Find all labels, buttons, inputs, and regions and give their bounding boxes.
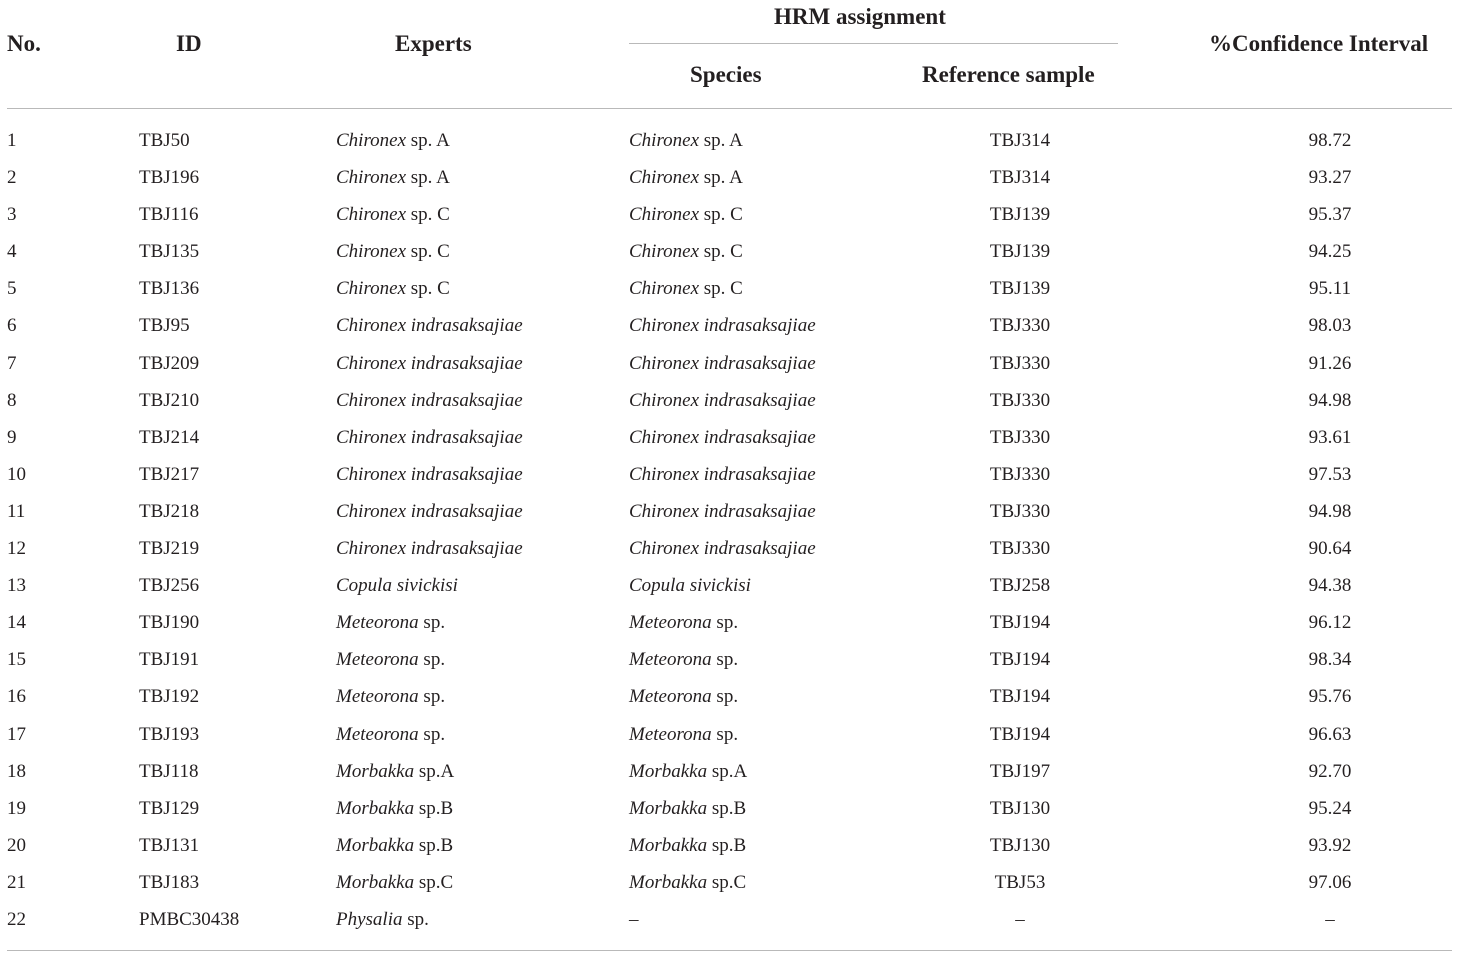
cell-reference-sample: – xyxy=(1015,908,1025,930)
cell-id: TBJ116 xyxy=(139,204,199,226)
cell-experts xyxy=(336,353,523,375)
table-row xyxy=(0,420,1460,457)
experts-qualifier: sp. A xyxy=(406,167,450,189)
species-taxon: Morbakka xyxy=(629,760,708,782)
experts-taxon: Morbakka xyxy=(336,871,415,893)
cell-confidence-interval: 95.24 xyxy=(1308,797,1352,819)
cell-confidence-interval: 93.92 xyxy=(1308,834,1352,856)
table-row xyxy=(0,494,1460,531)
species-taxon: Chironex indrasaksajiae xyxy=(629,500,816,522)
cell-confidence-interval: 90.64 xyxy=(1308,538,1352,560)
cell-id: TBJ129 xyxy=(139,797,200,819)
table-row xyxy=(0,865,1460,902)
species-taxon: Chironex indrasaksajiae xyxy=(629,389,816,411)
species-qualifier: sp. xyxy=(711,723,739,745)
cell-reference-sample: TBJ53 xyxy=(994,871,1046,893)
species-qualifier: sp. A xyxy=(699,130,743,151)
cell-id: TBJ131 xyxy=(139,834,200,856)
cell-experts xyxy=(336,835,453,857)
cell-confidence-interval: 96.12 xyxy=(1308,612,1352,634)
cell-experts xyxy=(336,501,523,523)
cell-id: TBJ192 xyxy=(139,686,200,708)
species-qualifier: sp.C xyxy=(707,871,747,893)
cell-experts xyxy=(336,130,450,152)
cell-id: TBJ214 xyxy=(139,426,200,448)
cell-species xyxy=(629,204,743,226)
cell-species xyxy=(629,167,743,189)
species-qualifier: sp. xyxy=(711,649,739,671)
hrm-group-divider xyxy=(629,43,1118,44)
cell-confidence-interval: 94.98 xyxy=(1308,389,1352,411)
experts-taxon: Chironex xyxy=(336,278,407,300)
cell-confidence-interval: 96.63 xyxy=(1308,723,1352,745)
cell-no: 16 xyxy=(7,686,26,708)
header-bottom-rule xyxy=(7,108,1452,109)
cell-no: 11 xyxy=(7,500,26,522)
cell-reference-sample: TBJ330 xyxy=(989,500,1051,522)
cell-reference-sample: TBJ330 xyxy=(989,538,1051,560)
cell-species xyxy=(629,353,816,375)
cell-species xyxy=(629,464,816,486)
cell-id: TBJ136 xyxy=(139,278,200,300)
table-row xyxy=(0,160,1460,197)
cell-experts xyxy=(336,538,523,560)
cell-no: 7 xyxy=(7,352,17,374)
experts-taxon: Chironex xyxy=(336,204,407,226)
experts-taxon: Meteorona xyxy=(336,649,419,671)
cell-reference-sample: TBJ130 xyxy=(989,834,1051,856)
cell-experts xyxy=(336,390,523,412)
experts-taxon: Morbakka xyxy=(336,797,415,819)
species-taxon: Chironex indrasaksajiae xyxy=(629,426,816,448)
cell-confidence-interval: 95.11 xyxy=(1308,278,1352,300)
cell-confidence-interval: – xyxy=(1325,908,1335,930)
experts-qualifier: sp. xyxy=(418,723,446,745)
cell-no: 5 xyxy=(7,278,17,300)
cell-reference-sample: TBJ194 xyxy=(989,686,1051,708)
species-taxon: Meteorona xyxy=(629,686,712,708)
table-row xyxy=(0,271,1460,308)
cell-reference-sample: TBJ194 xyxy=(989,612,1051,634)
cell-no: 2 xyxy=(7,167,17,189)
cell-reference-sample: TBJ194 xyxy=(989,649,1051,671)
cell-species xyxy=(629,538,816,560)
cell-reference-sample: TBJ314 xyxy=(989,167,1051,189)
cell-no: 22 xyxy=(7,908,26,930)
experts-taxon: Copula sivickisi xyxy=(336,575,458,597)
table-row xyxy=(0,828,1460,865)
cell-experts xyxy=(336,315,523,337)
header-species: Species xyxy=(690,62,762,87)
header-experts: Experts xyxy=(395,31,472,56)
experts-taxon: Chironex indrasaksajiae xyxy=(336,538,523,560)
species-qualifier: sp. A xyxy=(699,167,743,189)
cell-confidence-interval: 92.70 xyxy=(1308,760,1352,782)
header-reference-sample: Reference sample xyxy=(922,62,1095,87)
cell-experts xyxy=(336,464,523,486)
table-row xyxy=(0,717,1460,754)
cell-species xyxy=(629,278,743,300)
experts-taxon: Meteorona xyxy=(336,686,419,708)
cell-id: TBJ50 xyxy=(139,130,190,151)
cell-confidence-interval: 98.34 xyxy=(1308,649,1352,671)
cell-experts xyxy=(336,241,450,263)
experts-qualifier: sp.A xyxy=(414,760,455,782)
experts-qualifier: sp. C xyxy=(406,278,450,300)
experts-taxon: Chironex indrasaksajiae xyxy=(336,389,523,411)
cell-reference-sample: TBJ330 xyxy=(989,389,1051,411)
experts-taxon: Chironex indrasaksajiae xyxy=(336,463,523,485)
cell-confidence-interval: 97.53 xyxy=(1308,463,1352,485)
cell-species xyxy=(629,130,743,152)
species-taxon: Morbakka xyxy=(629,797,708,819)
species-taxon: Copula sivickisi xyxy=(629,575,751,597)
cell-id: TBJ209 xyxy=(139,352,200,374)
experts-taxon: Chironex xyxy=(336,130,407,151)
experts-qualifier: sp. xyxy=(402,908,429,930)
table-row xyxy=(0,902,1460,939)
experts-qualifier: sp.B xyxy=(414,797,454,819)
cell-no: 14 xyxy=(7,612,26,634)
species-qualifier: sp.A xyxy=(707,760,748,782)
cell-confidence-interval: 91.26 xyxy=(1308,352,1352,374)
cell-no: 4 xyxy=(7,241,17,263)
experts-taxon: Chironex indrasaksajiae xyxy=(336,315,523,337)
cell-id: TBJ118 xyxy=(139,760,199,782)
table-row xyxy=(0,234,1460,271)
species-taxon: Chironex indrasaksajiae xyxy=(629,315,816,337)
cell-species xyxy=(629,872,746,894)
cell-species xyxy=(629,501,816,523)
experts-qualifier: sp.C xyxy=(414,871,454,893)
species-qualifier: sp. C xyxy=(699,241,743,263)
cell-experts xyxy=(336,798,453,820)
header-hrm-assignment: HRM assignment xyxy=(774,4,946,29)
cell-reference-sample: TBJ139 xyxy=(989,241,1051,263)
cell-reference-sample: TBJ330 xyxy=(989,315,1051,337)
cell-experts xyxy=(336,278,450,300)
experts-taxon: Morbakka xyxy=(336,760,415,782)
experts-taxon: Physalia xyxy=(336,908,403,930)
experts-qualifier: sp. C xyxy=(406,241,450,263)
species-taxon: Chironex indrasaksajiae xyxy=(629,352,816,374)
cell-no: 19 xyxy=(7,797,26,819)
species-taxon: Chironex xyxy=(629,167,700,189)
cell-id: TBJ95 xyxy=(139,315,190,337)
cell-no: 1 xyxy=(7,130,17,151)
cell-confidence-interval: 94.98 xyxy=(1308,500,1352,522)
table-row xyxy=(0,457,1460,494)
species-taxon: Morbakka xyxy=(629,871,708,893)
cell-reference-sample: TBJ139 xyxy=(989,204,1051,226)
experts-taxon: Chironex indrasaksajiae xyxy=(336,352,523,374)
cell-experts xyxy=(336,649,445,671)
cell-species xyxy=(629,241,743,263)
species-qualifier: sp. C xyxy=(699,204,743,226)
cell-no: 17 xyxy=(7,723,26,745)
species-qualifier: sp.B xyxy=(707,834,747,856)
cell-id: TBJ218 xyxy=(139,500,200,522)
table-row xyxy=(0,754,1460,791)
species-taxon: Chironex xyxy=(629,278,700,300)
cell-no: 10 xyxy=(7,463,26,485)
table-bottom-rule xyxy=(7,950,1452,951)
table-row xyxy=(0,642,1460,679)
cell-id: TBJ193 xyxy=(139,723,200,745)
table-row xyxy=(0,531,1460,568)
cell-id: TBJ256 xyxy=(139,575,200,597)
cell-confidence-interval: 98.03 xyxy=(1308,315,1352,337)
species-taxon: Meteorona xyxy=(629,649,712,671)
species-taxon: Chironex xyxy=(629,204,700,226)
cell-reference-sample: TBJ194 xyxy=(989,723,1051,745)
experts-taxon: Chironex xyxy=(336,167,407,189)
table-row xyxy=(0,568,1460,605)
cell-confidence-interval: 98.72 xyxy=(1308,130,1352,151)
cell-no: 8 xyxy=(7,389,17,411)
table-body xyxy=(0,123,1460,939)
table-row xyxy=(0,383,1460,420)
cell-experts xyxy=(336,761,454,783)
header-no: No. xyxy=(7,31,41,56)
cell-id: TBJ190 xyxy=(139,612,200,634)
cell-species xyxy=(629,612,738,634)
cell-species xyxy=(629,315,816,337)
cell-id: TBJ191 xyxy=(139,649,200,671)
cell-no: 18 xyxy=(7,760,26,782)
cell-species xyxy=(629,649,738,671)
cell-id: TBJ219 xyxy=(139,538,200,560)
cell-confidence-interval: 93.61 xyxy=(1308,426,1352,448)
species-taxon: Meteorona xyxy=(629,723,712,745)
experts-taxon: Meteorona xyxy=(336,723,419,745)
species-taxon: Chironex indrasaksajiae xyxy=(629,538,816,560)
species-taxon: Chironex indrasaksajiae xyxy=(629,463,816,485)
species-taxon: Morbakka xyxy=(629,834,708,856)
cell-no: 6 xyxy=(7,315,17,337)
experts-qualifier: sp. xyxy=(418,686,446,708)
cell-id: TBJ196 xyxy=(139,167,200,189)
cell-reference-sample: TBJ130 xyxy=(989,797,1051,819)
cell-species xyxy=(629,427,816,449)
cell-id: TBJ135 xyxy=(139,241,200,263)
cell-experts xyxy=(336,612,445,634)
cell-experts xyxy=(336,575,458,597)
experts-taxon: Chironex indrasaksajiae xyxy=(336,426,523,448)
cell-species xyxy=(629,798,746,820)
cell-reference-sample: TBJ197 xyxy=(989,760,1051,782)
table-row xyxy=(0,308,1460,345)
experts-qualifier: sp.B xyxy=(414,834,454,856)
cell-species xyxy=(629,686,738,708)
experts-taxon: Morbakka xyxy=(336,834,415,856)
species-taxon: Chironex xyxy=(629,130,700,151)
cell-confidence-interval: 95.76 xyxy=(1308,686,1352,708)
species-qualifier: sp. xyxy=(711,686,739,708)
experts-taxon: Chironex indrasaksajiae xyxy=(336,500,523,522)
cell-species xyxy=(629,761,747,783)
cell-no: 13 xyxy=(7,575,26,597)
cell-experts xyxy=(336,872,453,894)
cell-reference-sample: TBJ330 xyxy=(989,426,1051,448)
cell-id: PMBC30438 xyxy=(139,908,240,930)
species-qualifier: – xyxy=(629,908,639,930)
experts-qualifier: sp. A xyxy=(406,130,450,151)
cell-reference-sample: TBJ330 xyxy=(989,463,1051,485)
cell-confidence-interval: 94.25 xyxy=(1308,241,1352,263)
cell-confidence-interval: 95.37 xyxy=(1308,204,1352,226)
table-row xyxy=(0,679,1460,716)
cell-species xyxy=(629,835,746,857)
cell-confidence-interval: 97.06 xyxy=(1308,871,1352,893)
cell-no: 12 xyxy=(7,538,26,560)
cell-reference-sample: TBJ139 xyxy=(989,278,1051,300)
cell-reference-sample: TBJ330 xyxy=(989,352,1051,374)
cell-reference-sample: TBJ314 xyxy=(989,130,1051,151)
cell-confidence-interval: 93.27 xyxy=(1308,167,1352,189)
cell-no: 15 xyxy=(7,649,26,671)
species-qualifier: sp.B xyxy=(707,797,747,819)
cell-experts xyxy=(336,909,429,931)
cell-experts xyxy=(336,724,445,746)
cell-no: 3 xyxy=(7,204,17,226)
cell-species xyxy=(629,909,639,931)
cell-experts xyxy=(336,204,450,226)
cell-species xyxy=(629,390,816,412)
species-taxon: Meteorona xyxy=(629,612,712,634)
table-row xyxy=(0,605,1460,642)
cell-species xyxy=(629,575,751,597)
cell-id: TBJ183 xyxy=(139,871,200,893)
cell-no: 20 xyxy=(7,834,26,856)
experts-taxon: Meteorona xyxy=(336,612,419,634)
cell-no: 9 xyxy=(7,426,17,448)
cell-experts xyxy=(336,167,450,189)
experts-taxon: Chironex xyxy=(336,241,407,263)
table-row xyxy=(0,791,1460,828)
cell-species xyxy=(629,724,738,746)
experts-qualifier: sp. xyxy=(418,649,446,671)
cell-confidence-interval: 94.38 xyxy=(1308,575,1352,597)
experts-qualifier: sp. xyxy=(418,612,446,634)
header-confidence-interval: %Confidence Interval xyxy=(1209,31,1429,56)
cell-experts xyxy=(336,686,445,708)
cell-no: 21 xyxy=(7,871,26,893)
experts-qualifier: sp. C xyxy=(406,204,450,226)
cell-reference-sample: TBJ258 xyxy=(989,575,1051,597)
cell-experts xyxy=(336,427,523,449)
species-qualifier: sp. C xyxy=(699,278,743,300)
cell-id: TBJ217 xyxy=(139,463,200,485)
table-row xyxy=(0,197,1460,234)
table-row xyxy=(0,123,1460,160)
cell-id: TBJ210 xyxy=(139,389,200,411)
species-taxon: Chironex xyxy=(629,241,700,263)
table-row xyxy=(0,346,1460,383)
header-id: ID xyxy=(176,31,202,56)
species-qualifier: sp. xyxy=(711,612,739,634)
